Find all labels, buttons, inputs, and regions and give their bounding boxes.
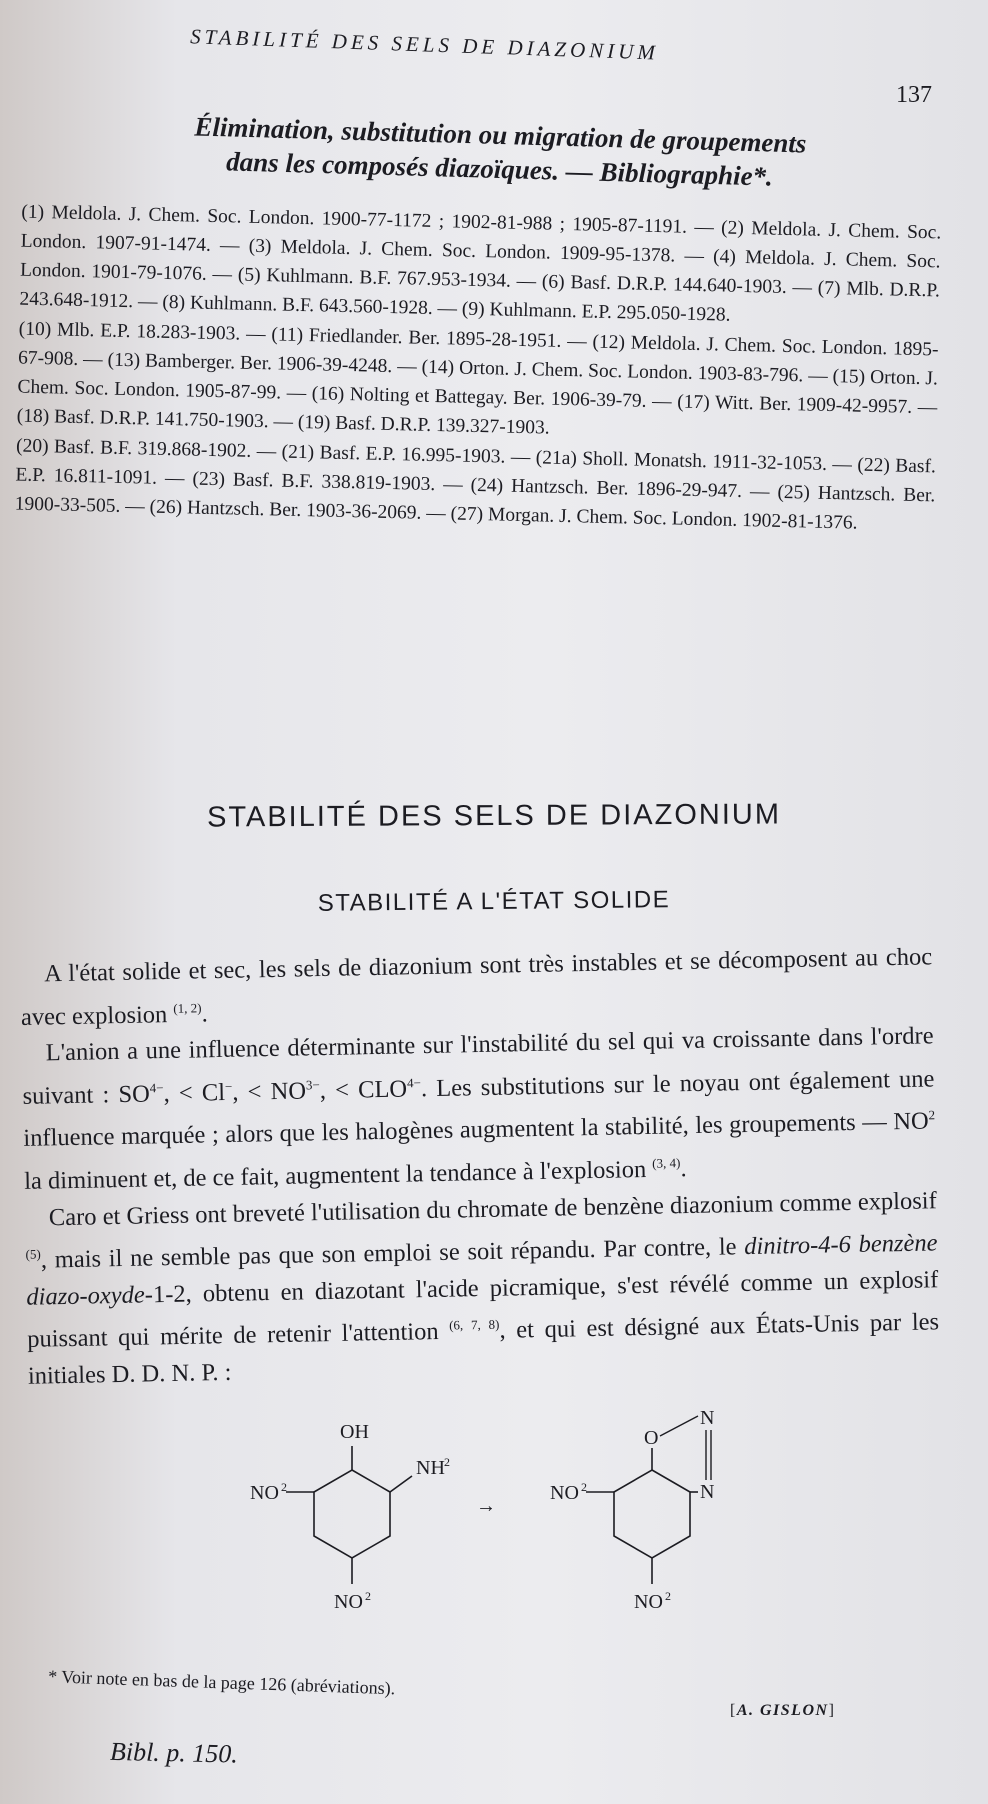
benzene-ring-left <box>314 1470 390 1558</box>
no2-bottom-left-label: NO <box>334 1591 363 1613</box>
author-name: A. GISLON <box>736 1702 829 1719</box>
citation-ref: (1, 2) <box>173 999 202 1016</box>
author-signature <box>730 1702 930 1720</box>
footnote: * Voir note en bas de la page 126 (abréviations). <box>47 1666 396 1699</box>
bibliography-heading-line-1: Élimination, substitution ou migration de groupements <box>194 111 807 159</box>
o-label: O <box>644 1427 659 1449</box>
n-top-label: N <box>700 1408 715 1429</box>
body-paragraph-2 <box>21 1018 936 1200</box>
formula-drawing <box>240 1408 760 1648</box>
bibliography-heading <box>59 106 941 199</box>
n-mid-label: N <box>700 1481 715 1503</box>
bibliography-page-reference: Bibl. p. 150. <box>109 1736 239 1769</box>
body-p1-text: A l'état solide et sec, les sels de diazonium sont très instables et se décomposent au choc avec explosion <box>20 943 933 1031</box>
oh-label: OH <box>340 1421 369 1443</box>
body-p3-d: , et qui est désigné aux États-Unis par les initiales D. D. N. P. : <box>27 1308 940 1390</box>
benzene-ring-right <box>614 1470 690 1558</box>
ion-charge: − <box>224 1078 233 1094</box>
body-text <box>20 939 940 1395</box>
ion-charge: 4− <box>149 1079 164 1095</box>
ion-charge: 4− <box>406 1074 421 1091</box>
body-p3-a: Caro et Griess ont breveté l'utilisation du chromate de benzène diazonium comme explosif <box>48 1186 937 1231</box>
chemical-formula <box>240 1408 760 1648</box>
citation-ref: (5) <box>25 1246 41 1262</box>
body-p2-end: . <box>680 1155 687 1183</box>
body-p2-a: L'anion a une influence déterminante sur l'instabilité du sel qui va croissante dans l'ordre suivant : SO <box>22 1022 934 1110</box>
body-p3-b: , mais il ne semble pas que son emploi se soit répandu. Par contre, le <box>40 1233 737 1274</box>
compound-name: dinitro-4-6 benzène diazo-oxyde <box>26 1229 938 1311</box>
nh2-sup: 2 <box>444 1455 450 1469</box>
citation-ref: (3, 4) <box>652 1155 681 1171</box>
no2-left-sup: 2 <box>281 1480 287 1494</box>
author-bracket-close: ] <box>828 1702 836 1719</box>
bibliography-paragraph-2: (10) Mlb. E.P. 18.283-1903. — (11) Friedlander. Ber. 1895-28-1951. — (12) Meldola. J. Chem. Soc. London. 1895-67-908. — (13) Bamberger. Ber. 1906-39-4248. — (14) Orton. J. Chem. Soc. London. 1903-83-796. — (15) Orton. J. Chem. Soc. London. 1905-87-99. — (16) Nolting et Battegay. Ber. 1906-39-79. — (17) Witt. Ber. 1909-42-9957. — (18) Basf. D.R.P. 141.750-1903. — (19) Basf. D.R.P. 139.327-1903. <box>16 318 939 439</box>
body-p2-c: , < NO <box>232 1077 307 1106</box>
bibliography-paragraph-3: (20) Basf. B.F. 319.868-1902. — (21) Basf. E.P. 16.995-1903. — (21a) Sholl. Monatsh. 1911-32-1053. — (22) Basf. E.P. 16.811-1091. — (23) Basf. B.F. 338.819-1903. — (24) Hantzsch. Ber. 1896-29-947. — (25) Hantzsch. Ber. 1900-33-505. — (26) Hantzsch. Ber. 1903-36-2069. — (27) Morgan. J. Chem. Soc. London. 1902-81-1376. <box>14 435 937 534</box>
body-p2-d: , < CLO <box>319 1075 408 1104</box>
no2-right-label: NO <box>550 1482 579 1504</box>
subsection-title: STABILITÉ A L'ÉTAT SOLIDE <box>317 886 671 917</box>
bond-nh2 <box>390 1476 412 1492</box>
section-title: STABILITÉ DES SELS DE DIAZONIUM <box>206 798 782 834</box>
author-bracket-open: [ <box>730 1702 737 1719</box>
bibliography-paragraph-1: (1) Meldola. J. Chem. Soc. London. 1900-77-1172 ; 1902-81-988 ; 1905-87-1191. — (2) Meldola. J. Chem. Soc. London. 1907-91-1474. — (3) Meldola. J. Chem. Soc. London. 1909-95-1378. — (4) Meldola. J. Chem. Soc. London. 1901-79-1076. — (5) Kuhlmann. B.F. 767.953-1934. — (6) Basf. D.R.P. 144.640-1903. — (7) Mlb. D.R.P. 243.648-1912. — (8) Kuhlmann. B.F. 643.560-1928. — (9) Kuhlmann. E.P. 295.050-1928. <box>19 201 942 326</box>
running-head: STABILITÉ DES SELS DE DIAZONIUM <box>189 24 660 65</box>
nh2-label: NH <box>416 1457 445 1479</box>
no2-right-sup: 2 <box>581 1480 587 1494</box>
no2-left-label: NO <box>250 1482 279 1504</box>
bibliography-references <box>14 198 941 540</box>
body-p2-b: , < Cl <box>163 1078 226 1107</box>
body-p1-end: . <box>201 999 208 1027</box>
citation-ref: (6, 7, 8) <box>448 1316 500 1333</box>
body-paragraph-3 <box>25 1183 941 1395</box>
bond-o-n <box>660 1416 698 1436</box>
formula-subscript: 2 <box>928 1107 936 1123</box>
body-p2-f: la diminuent et, de ce fait, augmentent la tendance à l'explosion <box>23 1155 647 1195</box>
body-p2-e: . Les substitutions sur le noyau ont également une influence marquée ; alors que les halogènes augmentent la stabilité, les groupements — NO <box>23 1065 935 1153</box>
no2-bottom-right-label: NO <box>634 1591 663 1613</box>
reaction-arrow: → <box>476 1495 496 1517</box>
body-p3-c: -1-2, obtenu en diazotant l'acide picramique, s'est révélé comme un explosif puissant qui mérite de retenir l'attention <box>26 1266 939 1354</box>
page-number: 137 <box>896 82 932 108</box>
no2-bottom-left-sup: 2 <box>365 1589 371 1603</box>
bibliography-heading-line-2: dans les composés diazoïques. — Bibliographie*. <box>225 146 774 192</box>
no2-bottom-right-sup: 2 <box>665 1589 671 1603</box>
ion-charge: 3− <box>305 1076 320 1092</box>
